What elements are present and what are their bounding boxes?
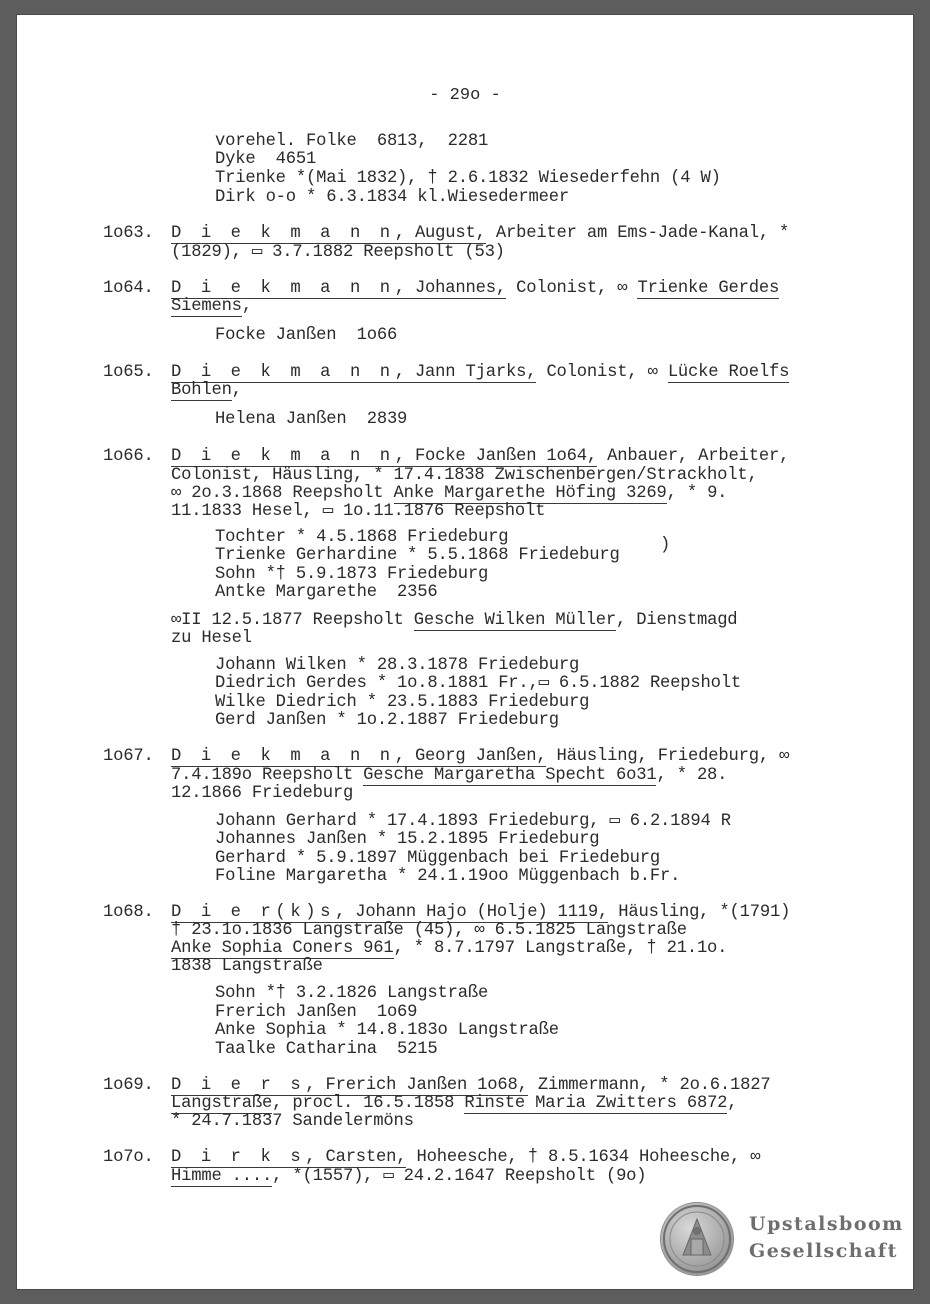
given-name: , Jann Tjarks, bbox=[394, 363, 537, 382]
entry-line: * 24.7.1837 Sandelermöns bbox=[171, 1112, 414, 1131]
surname: D i e k m a n n bbox=[171, 224, 395, 243]
child-line: Antke Margarethe 2356 bbox=[215, 583, 438, 602]
entry-line: 7.4.189o Reepsholt Gesche Margaretha Specht 6o31, * 28. bbox=[171, 766, 728, 785]
seal-icon bbox=[661, 1203, 733, 1275]
entry-line: D i e r s, Frerich Janßen 1o68, Zimmermann, * 2o.6.1827 bbox=[171, 1076, 771, 1095]
entry-line: (1829), ▭ 3.7.1882 Reepsholt (53) bbox=[171, 243, 505, 262]
society-logo bbox=[661, 1203, 911, 1279]
intro-line: Trienke *(Mai 1832), † 2.6.1832 Wiesederfehn (4 W) bbox=[215, 169, 721, 188]
entry-line: Himme ...., *(1557), ▭ 24.2.1647 Reepsholt (9o) bbox=[171, 1167, 647, 1186]
entry-line: D i e k m a n n, Georg Janßen, Häusling, Friedeburg, ∞ bbox=[171, 747, 790, 766]
entry-number: 1o7o. bbox=[103, 1148, 154, 1167]
child-line: Focke Janßen 1o66 bbox=[215, 326, 398, 345]
surname: D i e r(k)s bbox=[171, 903, 336, 922]
spouse-name: Anke Margarethe Höfing 3269 bbox=[393, 484, 667, 503]
entry-line: D i e k m a n n, Johannes, Colonist, ∞ Trienke Gerdes bbox=[171, 279, 780, 298]
entry-number: 1o63. bbox=[103, 224, 154, 243]
entry-line: D i e r(k)s, Johann Hajo (Holje) 1119, Häusling, *(1791) bbox=[171, 903, 791, 922]
entry-line: Bohlen, bbox=[171, 381, 242, 400]
surname: D i r k s bbox=[171, 1148, 306, 1167]
spouse-name: Anke Sophia Coners 961 bbox=[171, 939, 394, 958]
entry-number: 1o66. bbox=[103, 447, 154, 466]
child-line: Diedrich Gerdes * 1o.8.1881 Fr.,▭ 6.5.1882 Reepsholt bbox=[215, 674, 741, 693]
intro-line: Dirk o-o * 6.3.1834 kl.Wiesedermeer bbox=[215, 188, 569, 207]
given-name: , Georg Janßen, bbox=[394, 747, 547, 766]
entry-number: 1o65. bbox=[103, 363, 154, 382]
child-line: Gerd Janßen * 1o.2.1887 Friedeburg bbox=[215, 711, 559, 730]
document-page bbox=[17, 15, 913, 1289]
given-name: , Frerich Janßen 1o68, bbox=[305, 1076, 528, 1095]
entry-line: D i r k s, Carsten, Hoheesche, † 8.5.1634 Hoheesche, ∞ bbox=[171, 1148, 761, 1167]
child-line: Wilke Diedrich * 23.5.1883 Friedeburg bbox=[215, 693, 590, 712]
surname: D i e k m a n n bbox=[171, 279, 395, 298]
intro-line: vorehel. Folke 6813, 2281 bbox=[215, 132, 489, 151]
entry-line: D i e k m a n n, Jann Tjarks, Colonist, ∞ Lücke Roelfs bbox=[171, 363, 790, 382]
entry-number: 1o69. bbox=[103, 1076, 154, 1095]
surname: D i e r s bbox=[171, 1076, 306, 1095]
entry-line: 11.1833 Hesel, ▭ 1o.11.1876 Reepsholt bbox=[171, 502, 546, 521]
entry-line: D i e k m a n n, August, Arbeiter am Ems-Jade-Kanal, * bbox=[171, 224, 790, 243]
child-line: Anke Sophia * 14.8.183o Langstraße bbox=[215, 1021, 559, 1040]
entry-line: Langstraße, procl. 16.5.1858 Rinste Maria Zwitters 6872, bbox=[171, 1094, 738, 1113]
spouse-name: Gesche Margaretha Specht 6o31 bbox=[363, 766, 657, 785]
entry-line: D i e k m a n n, Focke Janßen 1o64, Anbauer, Arbeiter, bbox=[171, 447, 790, 466]
intro-line: Dyke 4651 bbox=[215, 150, 317, 169]
entry-line: ∞II 12.5.1877 Reepsholt Gesche Wilken Müller, Dienstmagd bbox=[171, 611, 738, 630]
child-line: Helena Janßen 2839 bbox=[215, 410, 408, 429]
entry-line: † 23.1o.1836 Langstraße (45), ∞ 6.5.1825 Langstraße bbox=[171, 921, 687, 940]
entry-line: 12.1866 Friedeburg bbox=[171, 784, 354, 803]
entry-number: 1o67. bbox=[103, 747, 154, 766]
child-line: Tochter * 4.5.1868 Friedeburg bbox=[215, 528, 509, 547]
entry-line: zu Hesel bbox=[171, 629, 252, 648]
spouse-name: Trienke Gerdes bbox=[637, 279, 780, 298]
given-name: , Carsten, bbox=[305, 1148, 407, 1167]
logo-line-1: Upstalsboom bbox=[749, 1213, 904, 1235]
entry-line: 1838 Langstraße bbox=[171, 957, 323, 976]
child-line: Johannes Janßen * 15.2.1895 Friedeburg bbox=[215, 830, 600, 849]
entry-number: 1o64. bbox=[103, 279, 154, 298]
child-line: Johann Gerhard * 17.4.1893 Friedeburg, ▭ 6.2.1894 R bbox=[215, 812, 731, 831]
given-name: , Focke Janßen 1o64, bbox=[394, 447, 598, 466]
child-line: Sohn *† 3.2.1826 Langstraße bbox=[215, 984, 489, 1003]
given-name: , August, bbox=[394, 224, 486, 243]
entry-line: ∞ 2o.3.1868 Reepsholt Anke Margarethe Höfing 3269, * 9. bbox=[171, 484, 728, 503]
surname: D i e k m a n n bbox=[171, 363, 395, 382]
child-line: Trienke Gerhardine * 5.5.1868 Friedeburg bbox=[215, 546, 620, 565]
given-name: , Johannes, bbox=[394, 279, 506, 298]
entry-number: 1o68. bbox=[103, 903, 154, 922]
child-line: Foline Margaretha * 24.1.19oo Müggenbach b.Fr. bbox=[215, 867, 681, 886]
child-line: Johann Wilken * 28.3.1878 Friedeburg bbox=[215, 656, 580, 675]
child-line: Taalke Catharina 5215 bbox=[215, 1040, 438, 1059]
given-name: , Johann Hajo (Holje) 1119, bbox=[335, 903, 609, 922]
logo-line-2: Gesellschaft bbox=[749, 1240, 898, 1262]
entry-line: Anke Sophia Coners 961, * 8.7.1797 Langstraße, † 21.1o. bbox=[171, 939, 728, 958]
child-line: Frerich Janßen 1o69 bbox=[215, 1003, 418, 1022]
spouse-name: Lücke Roelfs bbox=[667, 363, 790, 382]
surname: D i e k m a n n bbox=[171, 747, 395, 766]
spouse-name: Himme .... bbox=[171, 1167, 273, 1186]
entry-line: Siemens, bbox=[171, 297, 252, 316]
child-line: Gerhard * 5.9.1897 Müggenbach bei Friedeburg bbox=[215, 849, 661, 868]
bracket-mark: ) bbox=[660, 536, 671, 555]
child-line: Sohn *† 5.9.1873 Friedeburg bbox=[215, 565, 489, 584]
spouse-name: Gesche Wilken Müller bbox=[413, 611, 617, 630]
entry-line: Colonist, Häusling, * 17.4.1838 Zwischenbergen/Strackholt, bbox=[171, 466, 758, 485]
spouse-name: Rinste Maria Zwitters 6872 bbox=[464, 1094, 728, 1113]
page-number: - 29o - bbox=[429, 86, 501, 105]
surname: D i e k m a n n bbox=[171, 447, 395, 466]
